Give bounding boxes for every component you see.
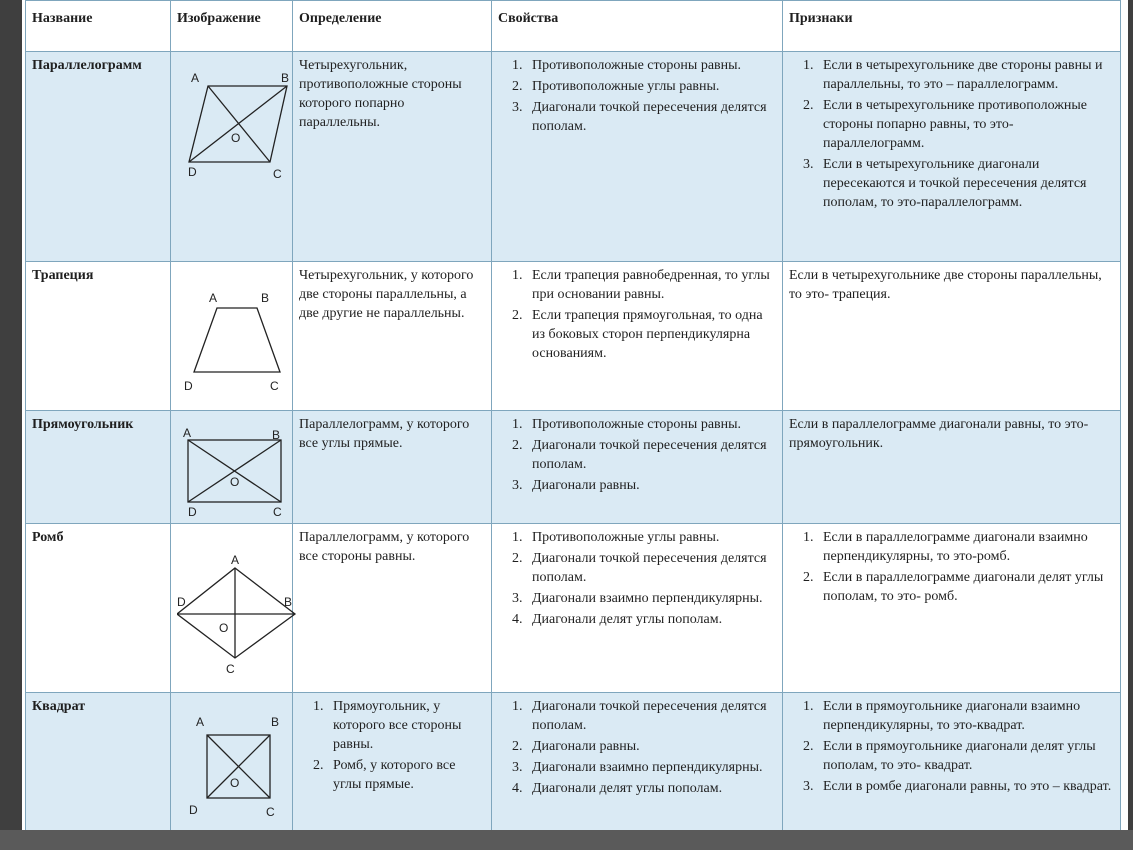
sign-item: 2. Если в параллелограмме диагонали делят углы пополам, то это- ромб. [817, 568, 1114, 606]
sign-text: Если в четырехугольнике две стороны параллельны, то это- трапеция. [789, 268, 1102, 302]
document-page [22, 0, 1128, 830]
vertex-label-c: C [270, 379, 279, 393]
property-item: 4. Диагонали делят углы пополам. [526, 779, 776, 798]
row-signs [783, 411, 1121, 524]
row-properties [492, 411, 783, 524]
vertex-label-b: B [272, 428, 281, 442]
property-item: 2. Диагонали точкой пересечения делятся пополам. [526, 549, 776, 587]
property-item: 2. Диагонали точкой пересечения делятся пополам. [526, 436, 776, 474]
property-item: 2. Диагонали равны. [526, 737, 776, 756]
row-signs [783, 693, 1121, 847]
definition-item: 2. Ромб, у которого все углы прямые. [327, 756, 485, 794]
definition-item: 1. Прямоугольник, у которого все стороны равны. [327, 697, 485, 754]
row-properties [492, 693, 783, 847]
property-item: 3. Диагонали взаимно перпендикулярны. [526, 589, 776, 608]
property-item: 1. Диагонали точкой пересечения делятся пополам. [526, 697, 776, 735]
header-name: Название [26, 1, 171, 52]
sign-text: Если в параллелограмме диагонали равны, то это- прямоугольник. [789, 417, 1089, 451]
table-row-parallelogram [26, 52, 1121, 262]
background-strip [0, 830, 1133, 850]
sign-item: 1. Если в прямоугольнике диагонали взаимно перпендикулярны, то это-квадрат. [817, 697, 1114, 735]
row-image [171, 52, 293, 262]
vertex-label-a: A [191, 71, 200, 85]
parallelogram-figure [177, 56, 297, 186]
table-row-trapezoid [26, 262, 1121, 411]
property-item: 4. Диагонали делят углы пополам. [526, 610, 776, 629]
header-image: Изображение [171, 1, 293, 52]
row-definition: Четырехугольник, противоположные стороны которого попарно параллельны. [293, 52, 492, 262]
table-row-rectangle [26, 411, 1121, 524]
row-definition [293, 693, 492, 847]
vertex-label-d: D [177, 595, 186, 609]
row-image [171, 262, 293, 411]
trapezoid-figure [177, 266, 297, 406]
row-image [171, 524, 293, 693]
property-item: 3. Диагонали взаимно перпендикулярны. [526, 758, 776, 777]
property-item: 1. Противоположные стороны равны. [526, 415, 776, 434]
rhombus-figure [177, 528, 297, 688]
vertex-label-a: A [183, 426, 192, 440]
header-properties: Свойства [492, 1, 783, 52]
center-label-o: O [231, 131, 241, 145]
vertex-label-c: C [273, 505, 282, 519]
vertex-label-d: D [184, 379, 193, 393]
row-signs [783, 262, 1121, 411]
sign-item: 2. Если в четырехугольнике противоположные стороны попарно равны, то это-параллелограмм. [817, 96, 1114, 153]
property-item: 2. Если трапеция прямоугольная, то одна из боковых сторон перпендикулярна основаниям. [526, 306, 776, 363]
row-name: Трапеция [26, 262, 171, 411]
rectangle-figure [177, 415, 297, 519]
row-definition: Параллелограмм, у которого все углы прямые. [293, 411, 492, 524]
row-properties [492, 52, 783, 262]
vertex-label-d: D [188, 165, 197, 179]
row-properties [492, 524, 783, 693]
row-name: Параллелограмм [26, 52, 171, 262]
vertex-label-c: C [266, 805, 275, 819]
property-item: 2. Противоположные углы равны. [526, 77, 776, 96]
sign-item: 2. Если в прямоугольнике диагонали делят углы пополам, то это- квадрат. [817, 737, 1114, 775]
header-signs: Признаки [783, 1, 1121, 52]
vertex-label-d: D [189, 803, 198, 817]
row-properties [492, 262, 783, 411]
row-definition: Четырехугольник, у которого две стороны параллельны, а две другие не параллельны. [293, 262, 492, 411]
vertex-label-b: B [261, 291, 270, 305]
property-item: 1. Если трапеция равнобедренная, то углы при основании равны. [526, 266, 776, 304]
vertex-label-b: B [284, 595, 293, 609]
sign-item: 1. Если в четырехугольнике две стороны равны и параллельны, то это – параллелограмм. [817, 56, 1114, 94]
row-definition: Параллелограмм, у которого все стороны равны. [293, 524, 492, 693]
header-definition: Определение [293, 1, 492, 52]
vertex-label-b: B [271, 715, 280, 729]
row-signs [783, 52, 1121, 262]
row-signs [783, 524, 1121, 693]
property-item: 3. Диагонали равны. [526, 476, 776, 495]
quadrilaterals-table [25, 0, 1121, 847]
row-image [171, 411, 293, 524]
row-name: Квадрат [26, 693, 171, 847]
vertex-label-a: A [231, 553, 240, 567]
sign-item: 3. Если в четырехугольнике диагонали пересекаются и точкой пересечения делятся пополам, то это-параллелограмм. [817, 155, 1114, 212]
header-row [26, 1, 1121, 52]
vertex-label-a: A [196, 715, 205, 729]
center-label-o: O [230, 776, 240, 790]
table-row-rhombus [26, 524, 1121, 693]
square-figure [177, 697, 297, 837]
sign-item: 1. Если в параллелограмме диагонали взаимно перпендикулярны, то это-ромб. [817, 528, 1114, 566]
center-label-o: O [219, 621, 229, 635]
vertex-label-b: B [281, 71, 290, 85]
property-item: 3. Диагонали точкой пересечения делятся пополам. [526, 98, 776, 136]
row-name: Прямоугольник [26, 411, 171, 524]
property-item: 1. Противоположные стороны равны. [526, 56, 776, 75]
sign-item: 3. Если в ромбе диагонали равны, то это – квадрат. [817, 777, 1114, 796]
table-row-square [26, 693, 1121, 847]
vertex-label-d: D [188, 505, 197, 519]
property-item: 1. Противоположные углы равны. [526, 528, 776, 547]
center-label-o: O [230, 475, 240, 489]
row-image [171, 693, 293, 847]
vertex-label-c: C [273, 167, 282, 181]
row-name: Ромб [26, 524, 171, 693]
vertex-label-a: A [209, 291, 218, 305]
vertex-label-c: C [226, 662, 235, 676]
